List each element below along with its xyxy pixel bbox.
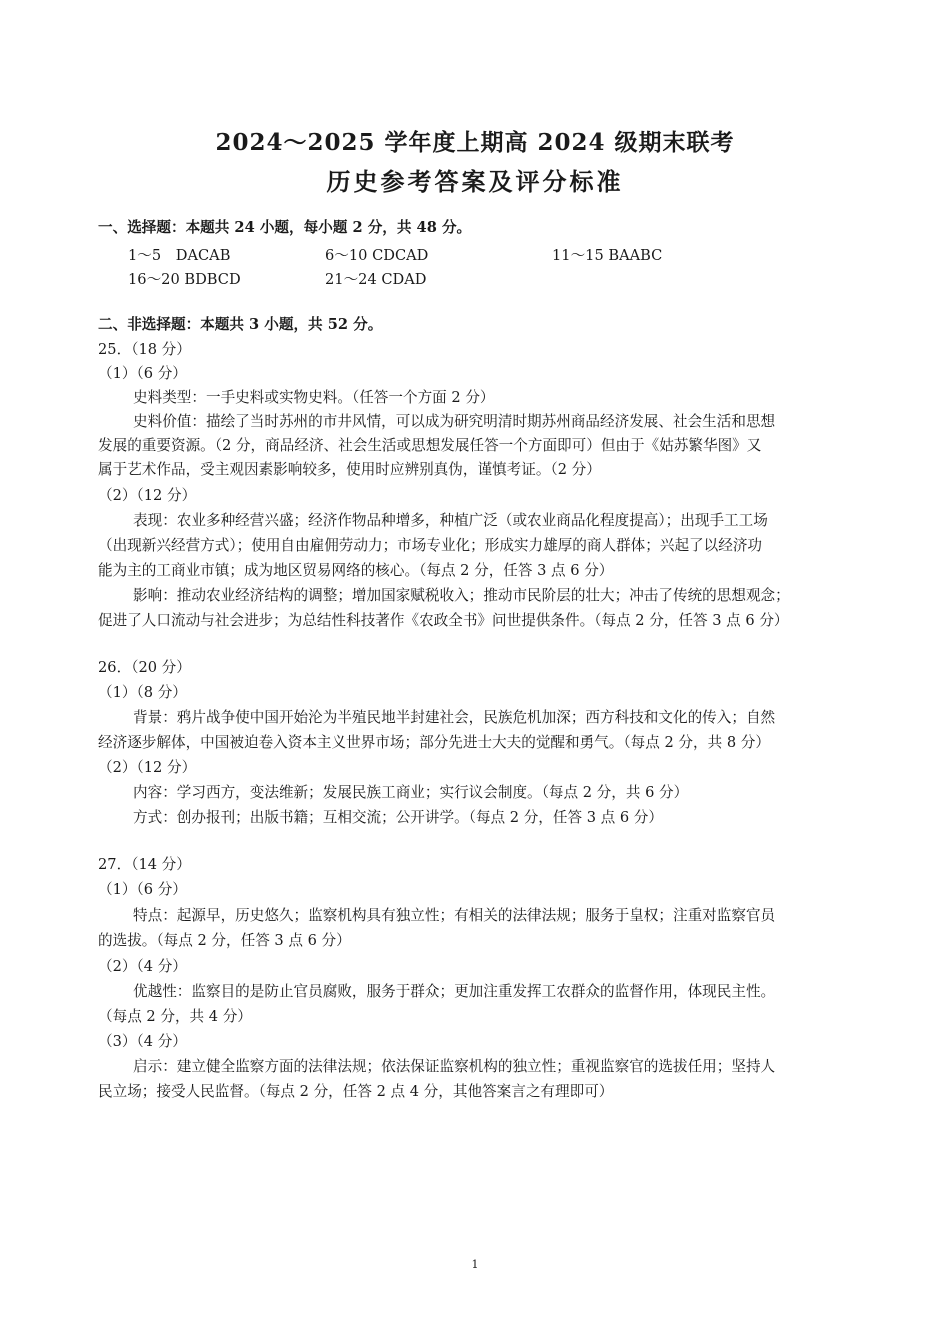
q25-line: 促进了人口流动与社会进步；为总结性科技著作《农政全书》问世提供条件。（每点 2 分，任答 3 点 6 分）	[98, 612, 789, 629]
q25-line: 影响：推动农业经济结构的调整；增加国家赋税收入；推动市民阶层的壮大；冲击了传统的思想观念；	[133, 587, 790, 604]
q25-line: 史料类型：一手史料或实物史料。（任答一个方面 2 分）	[133, 389, 495, 406]
q27-line: 民立场；接受人民监督。（每点 2 分，任答 2 点 4 分，其他答案言之有理即可）	[98, 1083, 614, 1100]
answer-group: 6～10 CDCAD	[325, 247, 429, 264]
q25-line: 能为主的工商业市镇；成为地区贸易网络的核心。（每点 2 分，任答 3 点 6 分）	[98, 562, 614, 579]
answer-group: 11～15 BAABC	[552, 247, 663, 264]
q26-sub2: （2）（12 分）	[98, 759, 197, 776]
q25-line: 属于艺术作品，受主观因素影响较多，使用时应辨别真伪，谨慎考证。（2 分）	[98, 461, 601, 478]
q27-line: （每点 2 分，共 4 分）	[98, 1008, 252, 1025]
q25-sub2: （2）（12 分）	[98, 487, 197, 504]
q25-header: 25．（18 分）	[98, 341, 191, 358]
q26-line: 背景：鸦片战争使中国开始沦为半殖民地半封建社会，民族危机加深；西方科技和文化的传入；自然	[133, 709, 776, 726]
q25-line: （出现新兴经营方式）；使用自由雇佣劳动力；市场专业化；形成实力雄厚的商人群体；兴起了以经济功	[98, 537, 763, 554]
q26-line: 经济逐步解体，中国被迫卷入资本主义世界市场；部分先进士大夫的觉醒和勇气。（每点 2 分，共 8 分）	[98, 734, 770, 751]
q25-line: 表现：农业多种经营兴盛；经济作物品种增多，种植广泛（或农业商品化程度提高）；出现手工工场	[133, 512, 768, 529]
q26-sub1: （1）（8 分）	[98, 684, 187, 701]
q27-sub3: （3）（4 分）	[98, 1033, 187, 1050]
answer-group: 21～24 CDAD	[325, 271, 427, 288]
document-title: 2024～2025 学年度上期高 2024 级期末联考	[215, 129, 735, 156]
part1-heading: 一、选择题：本题共 24 小题，每小题 2 分，共 48 分。	[98, 219, 472, 236]
q25-sub1: （1）（6 分）	[98, 365, 187, 382]
q25-line: 史料价值：描绘了当时苏州的市井风情，可以成为研究明清时期苏州商品经济发展、社会生活和思想	[133, 413, 776, 430]
answer-group: 16～20 BDBCD	[128, 271, 241, 288]
q27-line: 优越性：监察目的是防止官员腐败，服务于群众；更加注重发挥工农群众的监督作用，体现民主性。	[133, 983, 776, 1000]
page-number: 1	[471, 1258, 479, 1271]
q27-sub1: （1）（6 分）	[98, 881, 187, 898]
q26-line: 内容：学习西方，变法维新；发展民族工商业；实行议会制度。（每点 2 分，共 6 分）	[133, 784, 689, 801]
part2-heading: 二、非选择题：本题共 3 小题，共 52 分。	[98, 316, 383, 333]
document-subtitle: 历史参考答案及评分标准	[326, 167, 624, 196]
answer-group: 1～5 DACAB	[128, 247, 231, 264]
q27-line: 特点：起源早，历史悠久；监察机构具有独立性；有相关的法律法规；服务于皇权；注重对监察官员	[133, 907, 776, 924]
q26-line: 方式：创办报刊；出版书籍；互相交流；公开讲学。（每点 2 分，任答 3 点 6 分）	[133, 809, 663, 826]
q27-sub2: （2）（4 分）	[98, 958, 187, 975]
q26-header: 26．（20 分）	[98, 659, 191, 676]
q27-line: 的选拔。（每点 2 分，任答 3 点 6 分）	[98, 932, 351, 949]
q27-header: 27．（14 分）	[98, 856, 191, 873]
q25-line: 发展的重要资源。（2 分，商品经济、社会生活或思想发展任答一个方面即可）但由于《姑苏繁华图》又	[98, 437, 762, 454]
q27-line: 启示：建立健全监察方面的法律法规；依法保证监察机构的独立性；重视监察官的选拔任用；坚持人	[133, 1058, 776, 1075]
